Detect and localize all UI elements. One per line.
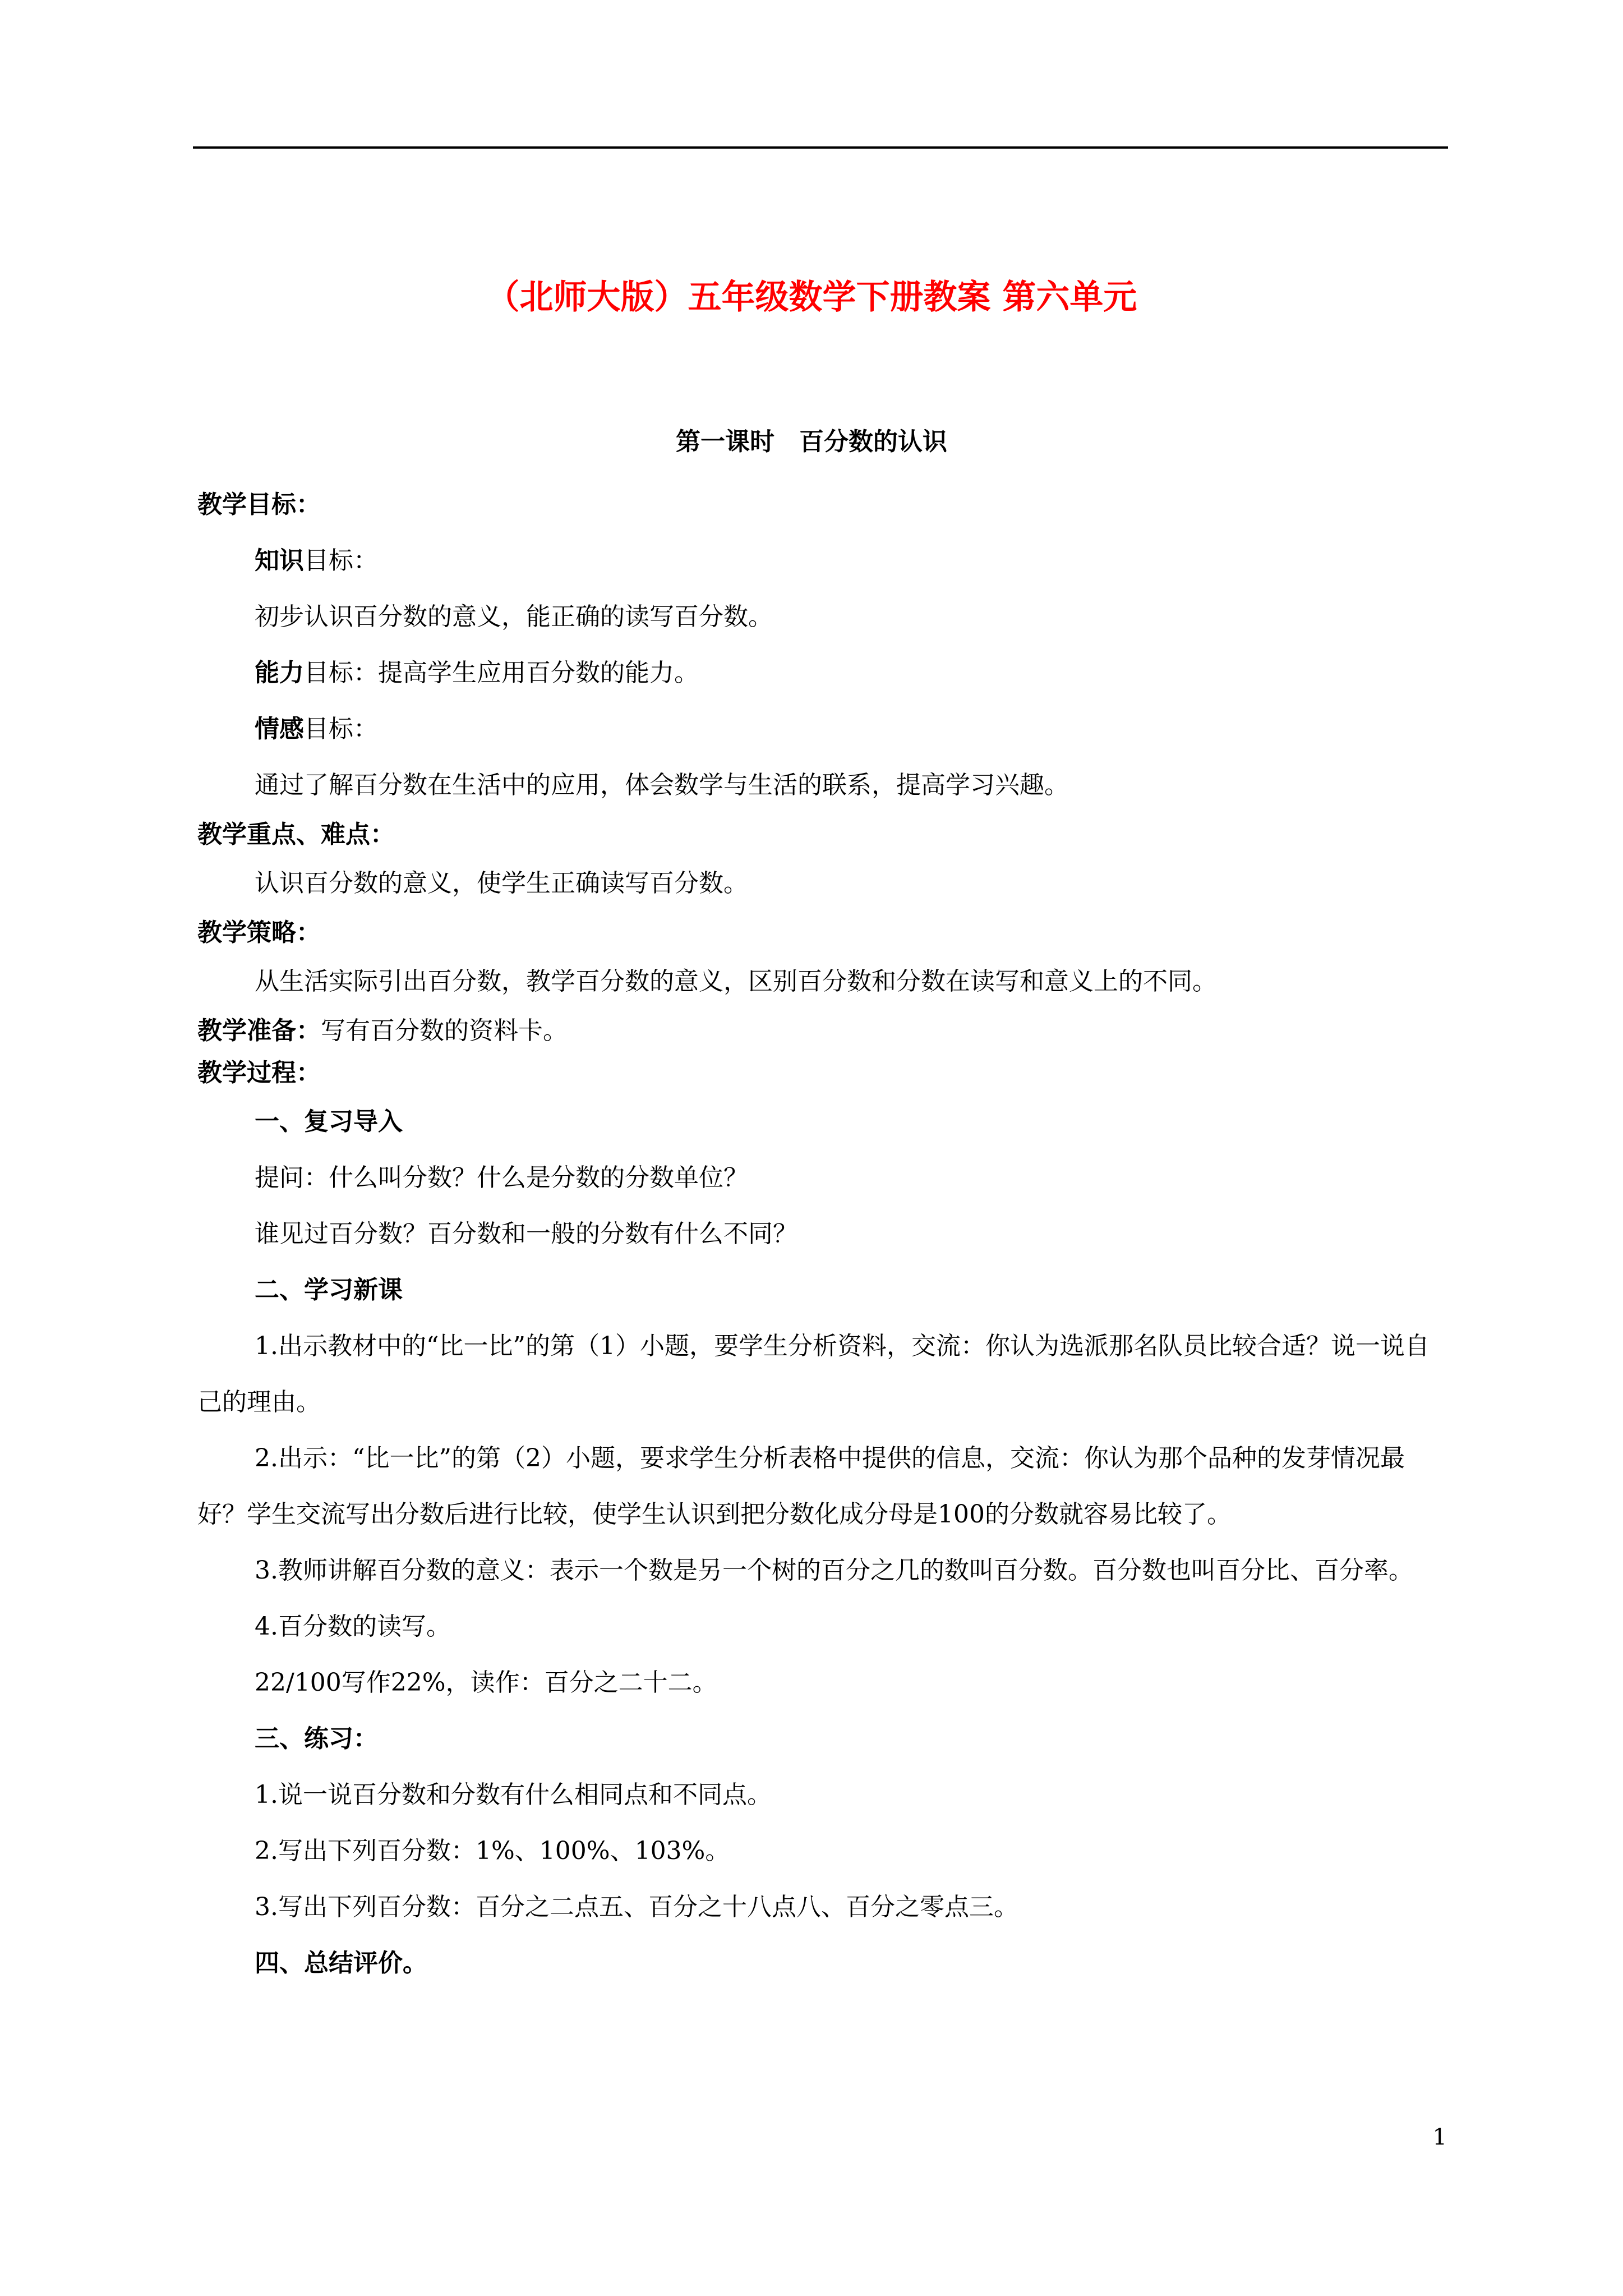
ability-objective — [197, 645, 1447, 701]
knowledge-label: 知识 — [255, 546, 304, 575]
process-heading: 教学过程： — [197, 1059, 321, 1087]
emotion-objective-label — [197, 701, 1447, 757]
document-body — [197, 477, 1447, 1991]
ability-label: 能力 — [255, 659, 304, 687]
header-rule — [193, 146, 1448, 149]
section-3-item-3: 3.写出下列百分数：百分之二点五、百分之十八点八、百分之零点三。 — [255, 1893, 1018, 1921]
section-3-item-2: 2.写出下列百分数：1%、100%、103%。 — [255, 1837, 730, 1865]
section-1-question-1: 提问：什么叫分数？什么是分数的分数单位？ — [255, 1163, 748, 1192]
ability-label-rest: 目标：提高学生应用百分数的能力。 — [304, 659, 699, 687]
section-2-item-1: 1.出示教材中的“比一比”的第（1）小题，要学生分析资料，交流：你认为选派那名队员比较合适？说一说自己的理由。 — [197, 1332, 1430, 1416]
section-1-heading: 一、复习导入 — [255, 1107, 403, 1136]
section-3-heading: 三、练习： — [255, 1724, 378, 1753]
preparation-text: 写有百分数的资料卡。 — [321, 1016, 568, 1045]
section-4-heading: 四、总结评价。 — [255, 1949, 427, 1977]
page-number: 1 — [1432, 2124, 1447, 2150]
section-2-item-2: 2.出示：“比一比”的第（2）小题，要求学生分析表格中提供的信息，交流：你认为那个品种的发芽情况最好？学生交流写出分数后进行比较，使学生认识到把分数化成分母是100的分数就容易比较了。 — [197, 1444, 1405, 1529]
lesson-title: 第一课时 百分数的认识 — [676, 427, 947, 456]
document-title: （北师大版）五年级数学下册教案 第六单元 — [486, 278, 1137, 317]
section-2-item-3: 3.教师讲解百分数的意义：表示一个数是另一个树的百分之几的数叫百分数。百分数也叫百分比、百分率。 — [255, 1556, 1413, 1585]
section-2-item-4: 4.百分数的读写。 — [255, 1612, 451, 1641]
keypoints-text: 认识百分数的意义，使学生正确读写百分数。 — [255, 869, 748, 898]
section-3-item-1: 1.说一说百分数和分数有什么相同点和不同点。 — [255, 1780, 772, 1809]
knowledge-objective-label — [197, 533, 1447, 589]
section-2-example: 22/100写作22%，读作：百分之二十二。 — [255, 1668, 717, 1697]
preparation-label: 教学准备： — [197, 1016, 321, 1045]
knowledge-label-rest: 目标： — [304, 546, 378, 575]
section-1-question-2-text: 谁见过百分数？百分数和一般的分数有什么不同？ — [255, 1220, 797, 1248]
emotion-label: 情感 — [255, 715, 304, 743]
objectives-heading: 教学目标： — [197, 490, 321, 519]
keypoints-heading: 教学重点、难点： — [197, 820, 395, 849]
emotion-objective-text: 通过了解百分数在生活中的应用，体会数学与生活的联系，提高学习兴趣。 — [255, 771, 1069, 799]
strategy-text: 从生活实际引出百分数，教学百分数的意义，区别百分数和分数在读写和意义上的不同。 — [255, 967, 1217, 996]
strategy-heading: 教学策略： — [197, 918, 321, 947]
knowledge-objective-text: 初步认识百分数的意义，能正确的读写百分数。 — [255, 602, 773, 631]
emotion-label-rest: 目标： — [304, 715, 378, 743]
section-2-heading: 二、学习新课 — [255, 1276, 403, 1304]
preparation-line — [197, 1010, 1447, 1052]
